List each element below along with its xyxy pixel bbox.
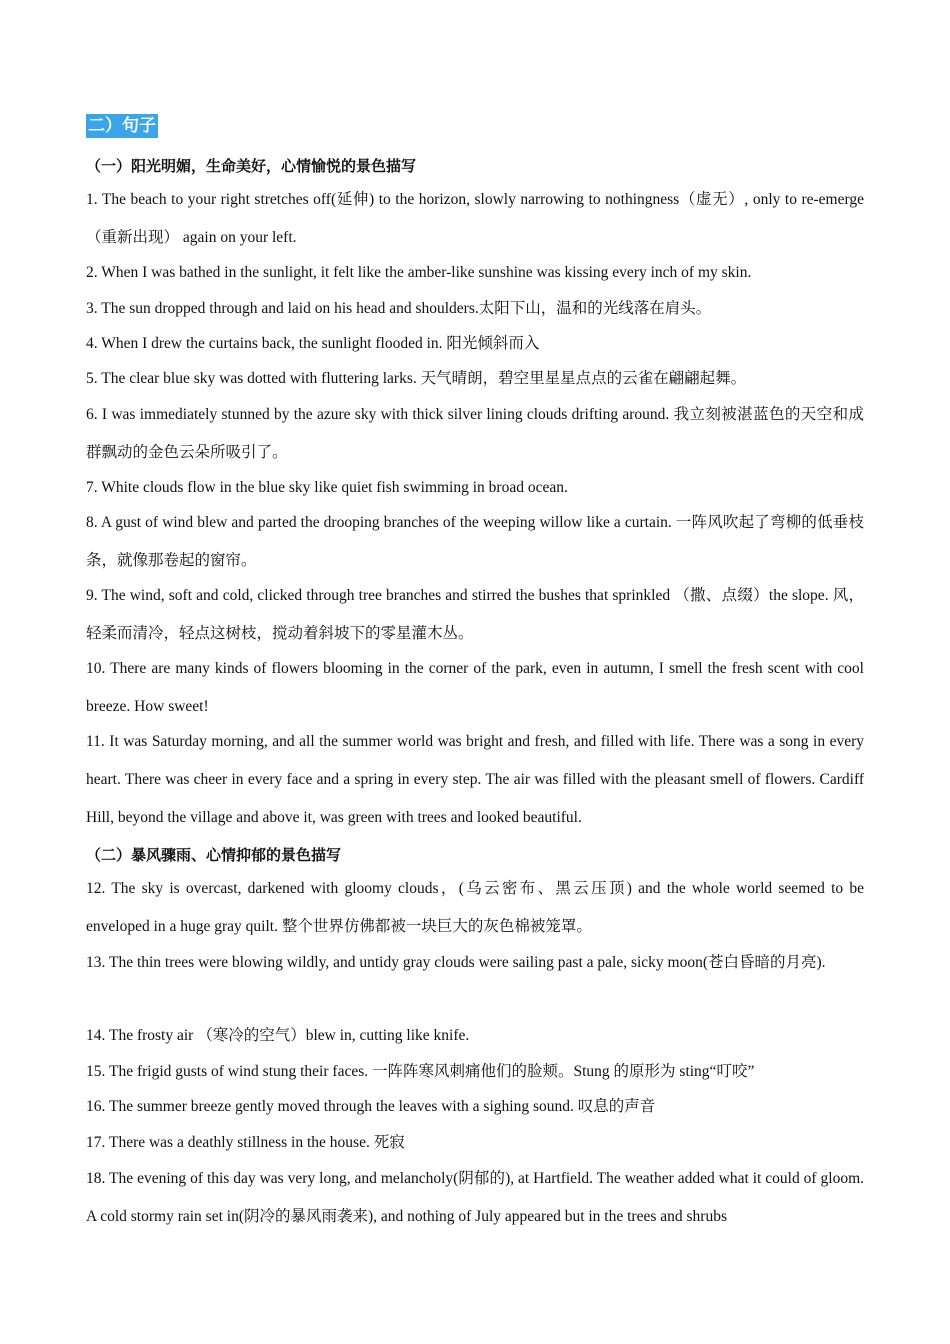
sentence-item-11: 11. It was Saturday morning, and all the summer world was bright and fresh, and filled with life. There was a song in every heart. There was cheer in every face and a spring in every step. The air was filled with the pleasant smell of flowers. Cardiff Hill, beyond the village and above it, was green with trees and looked beautiful. <box>86 733 864 826</box>
sentence-item-16: 16. The summer breeze gently moved through the leaves with a sighing sound. 叹息的声音 <box>86 1098 656 1115</box>
sentence-item-2: 2. When I was bathed in the sunlight, it felt like the amber-like sunshine was kissing every inch of my skin. <box>86 264 752 281</box>
sentence-item-8: 8. A gust of wind blew and parted the drooping branches of the weeping willow like a curtain. 一阵风吹起了弯柳的低垂枝条，就像那卷起的窗帘。 <box>86 514 864 569</box>
sentence-item-5: 5. The clear blue sky was dotted with fluttering larks. 天气晴朗，碧空里星星点点的云雀在翩翩起舞。 <box>86 370 747 387</box>
sentence-item-17: 17. There was a deathly stillness in the house. 死寂 <box>86 1134 405 1151</box>
subsection-heading-sunny: （一）阳光明媚，生命美好，心情愉悦的景色描写 <box>86 157 417 175</box>
sentence-item-15: 15. The frigid gusts of wind stung their faces. 一阵阵寒风刺痛他们的脸颊。Stung 的原形为 sting“叮咬” <box>86 1063 755 1080</box>
sentence-item-3: 3. The sun dropped through and laid on his head and shoulders.太阳下山，温和的光线落在肩头。 <box>86 300 712 317</box>
sentence-item-12: 12. The sky is overcast, darkened with gloomy clouds，(乌云密布、黑云压顶) and the whole world seemed to be enveloped in a huge gray quilt. 整个世界仿佛都被一块巨大的灰色棉被笼罩。 <box>86 880 864 935</box>
sentence-item-10: 10. There are many kinds of flowers blooming in the corner of the park, even in autumn, I smell the fresh scent with cool breeze. How sweet! <box>86 660 864 715</box>
sentence-item-18: 18. The evening of this day was very long, and melancholy(阴郁的), at Hartfield. The weather added what it could of gloom. A cold stormy rain set in(阴冷的暴风雨袭来), and nothing of July appeared but in the trees and shrubs <box>86 1170 864 1225</box>
sentence-item-9: 9. The wind, soft and cold, clicked through tree branches and stirred the bushes that sprinkled （撒、点缀）the slope. 风，轻柔而清冷，轻点这树枝，搅动着斜坡下的零星灌木丛。 <box>86 587 864 642</box>
section-title: 二）句子 <box>88 116 156 136</box>
subsection-heading-stormy: （二）暴风骤雨、心情抑郁的景色描写 <box>86 846 342 864</box>
sentence-item-4: 4. When I drew the curtains back, the sunlight flooded in. 阳光倾斜而入 <box>86 335 540 352</box>
sentence-item-6: 6. I was immediately stunned by the azure sky with thick silver lining clouds drifting around. 我立刻被湛蓝色的天空和成群飘动的金色云朵所吸引了。 <box>86 406 864 461</box>
sentence-item-14: 14. The frosty air （寒冷的空气）blew in, cutting like knife. <box>86 1027 470 1044</box>
sentence-item-7: 7. White clouds flow in the blue sky like quiet fish swimming in broad ocean. <box>86 479 568 496</box>
sentence-item-13: 13. The thin trees were blowing wildly, and untidy gray clouds were sailing past a pale, sicky moon(苍白昏暗的月亮). <box>86 954 826 971</box>
sentence-item-1: 1. The beach to your right stretches off(延伸) to the horizon, slowly narrowing to nothingness（虚无）, only to re-emerge（重新出现） again on your left. <box>86 191 864 246</box>
